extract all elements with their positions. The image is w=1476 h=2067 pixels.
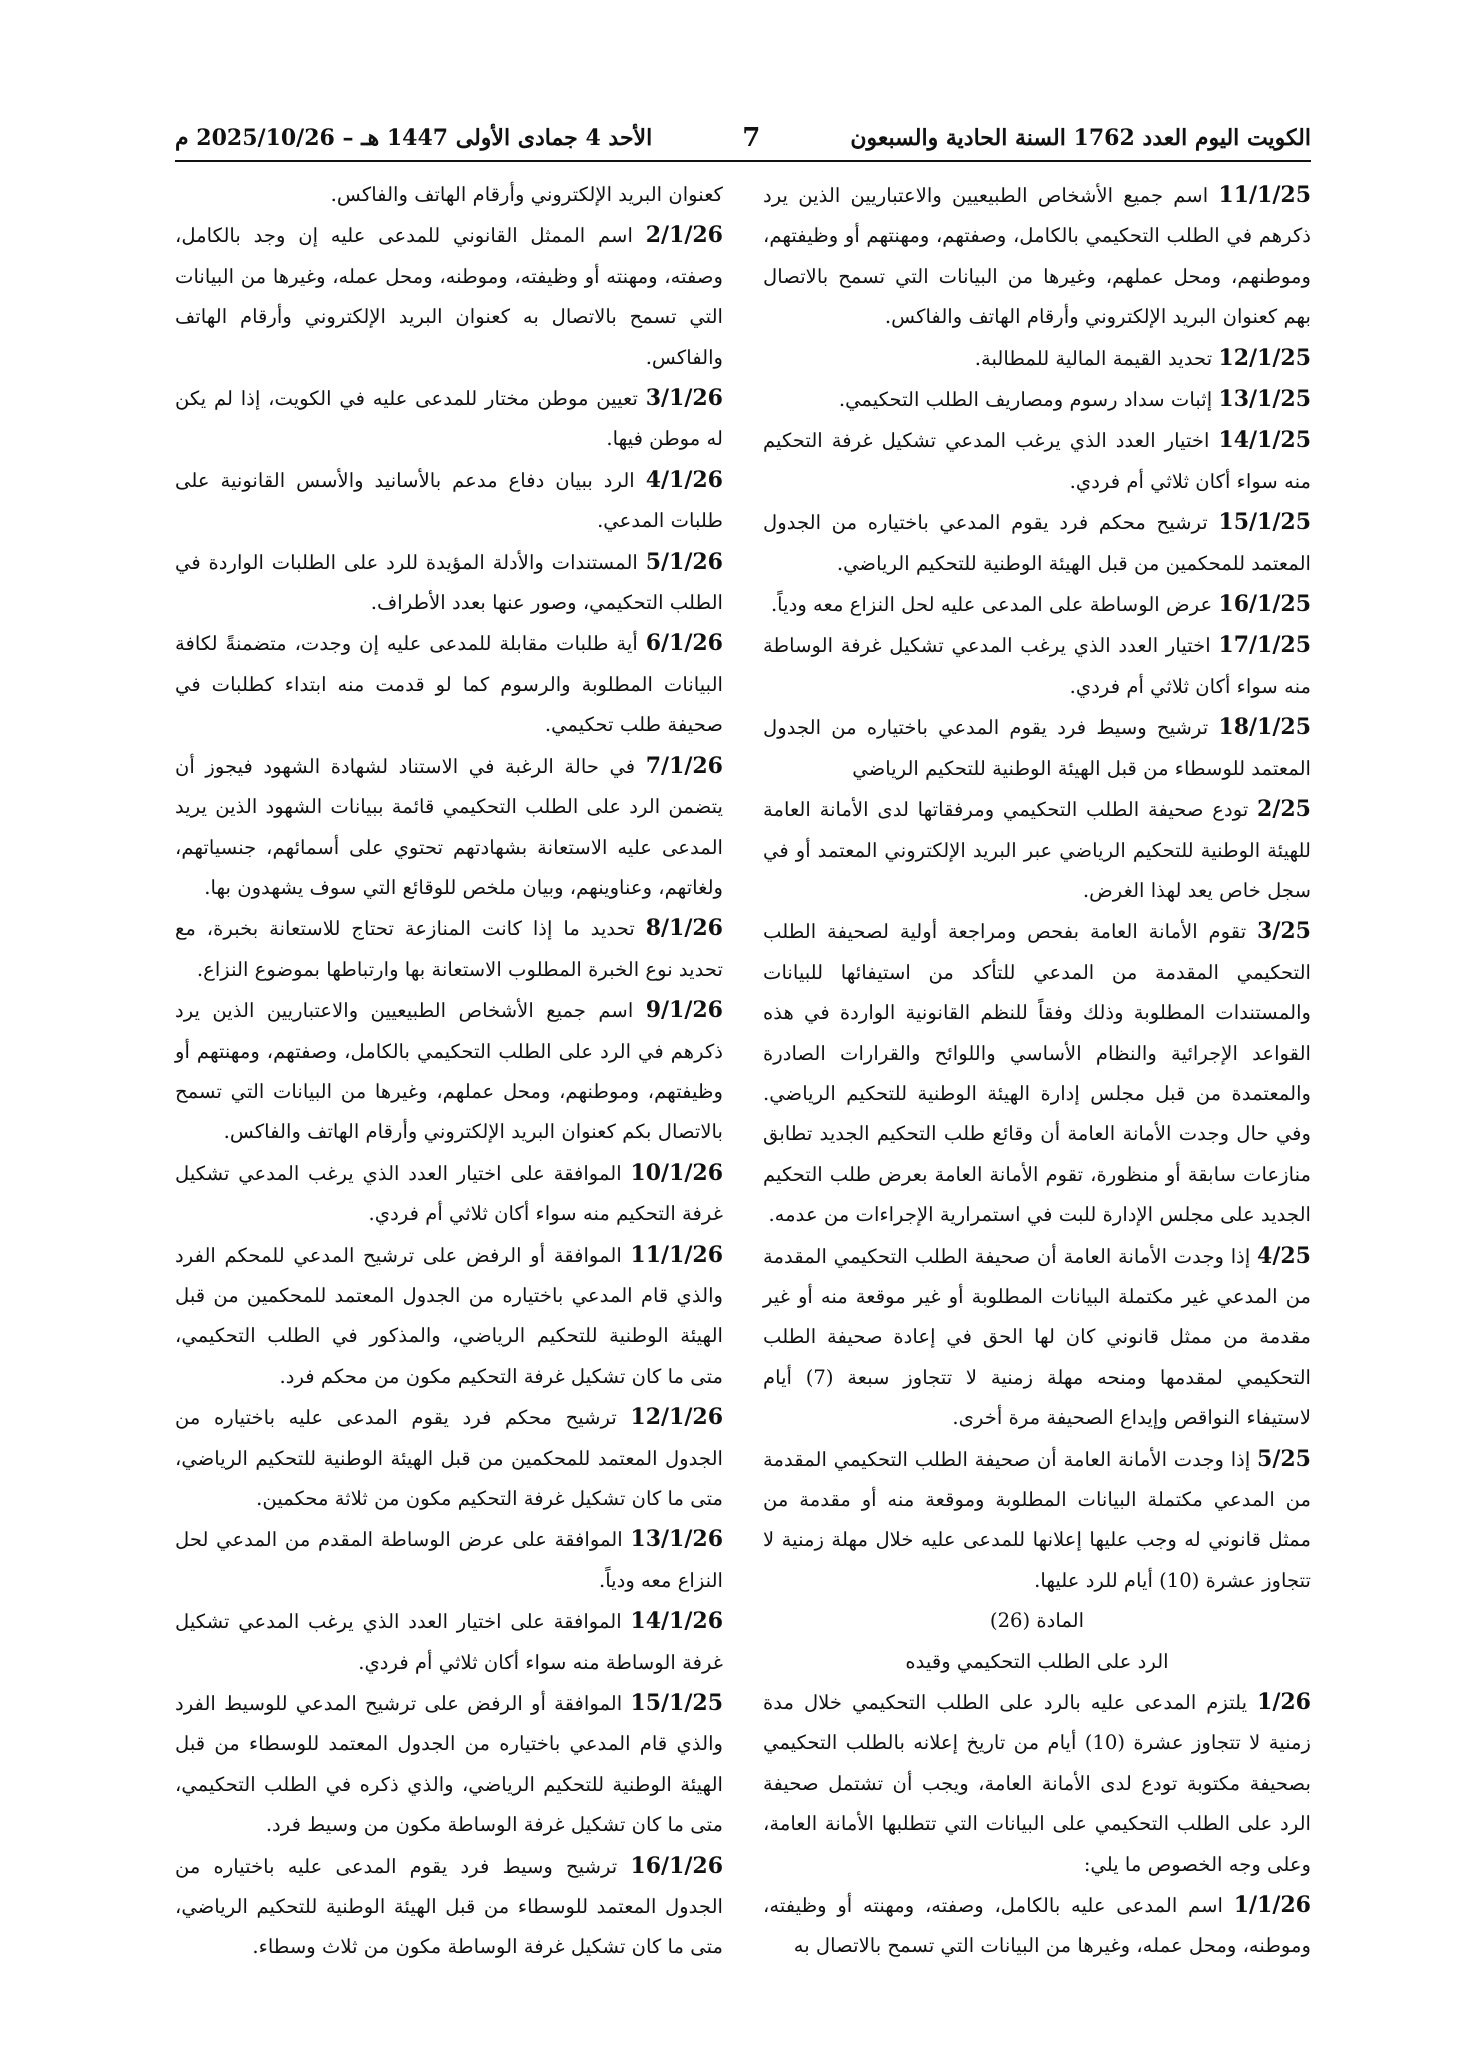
clause-number: 1/26 <box>1257 1689 1311 1716</box>
clause-text: اختيار العدد الذي يرغب المدعي تشكيل غرفة التحكيم منه سواء أكان ثلاثي أم فردي. <box>763 429 1311 493</box>
clause-text: الموافقة على اختيار العدد الذي يرغب المدعي تشكيل غرفة الوساطة منه سواء أكان ثلاثي أم فردي. <box>175 1610 723 1674</box>
clause-text: ترشيح وسيط فرد يقوم المدعي باختياره من الجدول المعتمد للوسطاء من قبل الهيئة الوطنية للتحكيم الرياضي <box>763 716 1311 780</box>
page-header <box>175 118 1311 158</box>
clause-number: 16/1/26 <box>630 1852 723 1879</box>
clause-text: تعيين موطن مختار للمدعى عليه في الكويت، إذا لم يكن له موطن فيها. <box>175 387 723 451</box>
clause-text: المستندات والأدلة المؤيدة للرد على الطلبات الواردة في الطلب التحكيمي، وصور عنها بعدد الأطراف. <box>175 550 723 615</box>
clause-paragraph <box>763 338 1311 379</box>
clause-paragraph <box>175 1601 723 1683</box>
clause-number: 11/1/25 <box>1218 182 1311 208</box>
clause-number: 17/1/25 <box>1218 632 1311 659</box>
clause-text: إثبات سداد رسوم ومصاريف الطلب التحكيمي. <box>838 388 1219 412</box>
page-number: 7 <box>742 123 761 153</box>
clause-number: 14/1/25 <box>1218 427 1311 454</box>
clause-paragraph <box>175 1153 723 1235</box>
article-heading: المادة (26) <box>989 1609 1085 1633</box>
clause-text: إذا وجدت الأمانة العامة أن صحيفة الطلب التحكيمي المقدمة من المدعي غير مكتملة البيانات المطلوبة أو غير موقعة منه أو غير مقدمة من ممثل قانوني كان لها الحق في إعادة صحيفة الطلب التحكيمي لمقدمها ومنحه مهلة زمنية لا تتجاوز سبعة (7) أيام لاستيفاء النواقص وإيداع الصحيفة مرة أخرى. <box>763 1244 1311 1430</box>
clause-paragraph <box>175 990 723 1153</box>
clause-text: الموافقة على اختيار العدد الذي يرغب المدعي تشكيل غرفة التحكيم منه سواء أكان ثلاثي أم فردي. <box>175 1161 723 1226</box>
clause-number: 13/1/25 <box>1218 386 1311 413</box>
clause-number: 9/1/26 <box>645 997 723 1024</box>
clause-number: 6/1/26 <box>645 630 723 657</box>
clause-text: في حالة الرغبة في الاستناد لشهادة الشهود فيجوز أن يتضمن الرد على الطلب التحكيمي قائمة ببيانات الشهود الذين يريد المدعى عليه الاستعانة بشهادتهم تحتوي على أسمائهم، جنسياتهم، ولغاتهم، وعناوينهم، وبيان ملخص للوقائع التي سوف يشهدون بها. <box>175 754 723 899</box>
right-column <box>763 175 1311 1967</box>
left-column <box>175 175 723 1968</box>
clause-number: 2/1/26 <box>645 222 723 249</box>
clause-paragraph <box>175 1846 723 1968</box>
clause-text: الرد ببيان دفاع مدعم بالأسانيد والأسس القانونية على طلبات المدعي. <box>175 468 723 533</box>
clause-paragraph <box>175 908 723 990</box>
clause-text: عرض الوساطة على المدعى عليه لحل النزاع معه ودياً. <box>770 593 1219 617</box>
clause-paragraph <box>175 175 723 215</box>
clause-number: 4/1/26 <box>645 466 723 493</box>
clause-paragraph <box>763 911 1311 1235</box>
clause-number: 3/1/26 <box>645 385 723 412</box>
clause-text: الموافقة على عرض الوساطة المقدم من المدعي لحل النزاع معه ودياً. <box>175 1528 723 1592</box>
clause-paragraph <box>763 420 1311 502</box>
clause-paragraph <box>175 1397 723 1519</box>
clause-paragraph <box>763 1682 1311 1885</box>
clause-paragraph <box>763 707 1311 789</box>
clause-number: 5/1/26 <box>645 548 723 575</box>
clause-paragraph <box>175 1235 723 1398</box>
clause-text: الموافقة أو الرفض على ترشيح المدعي للوسيط الفرد والذي قام المدعي باختياره من الجدول المعتمد للوسطاء من قبل الهيئة الوطنية للتحكيم الرياضي، والذي ذكره في الطلب التحكيمي، متى ما كان تشكيل غرفة الوساطة مكون من وسيط فرد. <box>175 1692 723 1837</box>
clause-number: 16/1/25 <box>1218 591 1311 618</box>
clause-paragraph <box>175 542 723 624</box>
clause-text: اسم المدعى عليه بالكامل، وصفته، ومهنته أو وظيفته، وموطنه، ومحل عمله، وغيرها من البيانات التي تسمح بالاتصال به <box>763 1894 1311 1958</box>
clause-number: 12/1/25 <box>1218 344 1311 371</box>
header-publication: الكويت اليوم العدد 1762 السنة الحادية والسبعون <box>850 125 1311 151</box>
clause-text: ترشيح محكم فرد يقوم المدعى عليه باختياره من الجدول المعتمد للمحكمين من قبل الهيئة الوطنية للتحكيم الرياضي، متى ما كان تشكيل غرفة التحكيم مكون من ثلاثة محكمين. <box>175 1406 723 1510</box>
clause-text: إذا وجدت الأمانة العامة أن صحيفة الطلب التحكيمي المقدمة من المدعي مكتملة البيانات المطلوبة وموقعة منه أو مقدمة من ممثل قانوني له وجب عليها إعلانها للمدعى عليه خلال مهلة زمنية لا تتجاوز عشرة (10) أيام للرد عليها. <box>763 1447 1311 1592</box>
clause-text: اختيار العدد الذي يرغب المدعي تشكيل غرفة الوساطة منه سواء أكان ثلاثي أم فردي. <box>763 634 1311 698</box>
clause-number: 8/1/26 <box>645 915 723 942</box>
clause-text: ترشيح محكم فرد يقوم المدعي باختياره من الجدول المعتمد للمحكمين من قبل الهيئة الوطنية للتحكيم الرياضي. <box>763 511 1311 575</box>
clause-paragraph <box>763 379 1311 420</box>
clause-number: 18/1/25 <box>1218 714 1311 741</box>
clause-text: تودع صحيفة الطلب التحكيمي ومرفقاتها لدى الأمانة العامة للهيئة الوطنية للتحكيم الرياضي عبر البريد الإلكتروني المعتمد أو في سجل خاص يعد لهذا الغرض. <box>763 798 1311 902</box>
clause-number: 1/1/26 <box>1233 1892 1311 1919</box>
clause-number: 12/1/26 <box>630 1404 723 1431</box>
clause-number: 5/25 <box>1257 1445 1311 1472</box>
clause-number: 4/25 <box>1257 1242 1311 1269</box>
clause-text: تحديد ما إذا كانت المنازعة تحتاج للاستعانة بخبرة، مع تحديد نوع الخبرة المطلوب الاستعانة بها وارتباطها بموضوع النزاع. <box>175 917 723 981</box>
header-date: الأحد 4 جمادى الأولى 1447 هـ – 2025/10/26 م <box>175 125 653 151</box>
clause-paragraph <box>763 1236 1311 1439</box>
clause-paragraph <box>763 1885 1311 1967</box>
clause-text: أية طلبات مقابلة للمدعى عليه إن وجدت، متضمنةً لكافة البيانات المطلوبة والرسوم كما لو قدمت منه ابتداء كطلبات في صحيفة طلب تحكيمي. <box>175 632 723 737</box>
clause-number: 14/1/26 <box>630 1608 723 1635</box>
clause-number: 10/1/26 <box>630 1159 723 1186</box>
clause-paragraph <box>175 378 723 460</box>
clause-paragraph <box>763 175 1311 338</box>
clause-paragraph <box>763 789 1311 911</box>
clause-text: تحديد القيمة المالية للمطالبة. <box>974 346 1219 370</box>
header-rule <box>175 160 1311 162</box>
clause-text: ترشيح وسيط فرد يقوم المدعى عليه باختياره من الجدول المعتمد للوسطاء من قبل الهيئة الوطنية للتحكيم الرياضي، متى ما كان تشكيل غرفة الوساطة مكون من ثلاث وسطاء. <box>175 1854 723 1959</box>
clause-text: تقوم الأمانة العامة بفحص ومراجعة أولية لصحيفة الطلب التحكيمي المقدمة من المدعي للتأكد من استيفائها للبيانات والمستندات المطلوبة وذلك وفقاً للنظم القانونية الواردة في هذه القواعد الإجرائية والنظام الأساسي واللوائح والقرارات الصادرة والمعتمدة من قبل مجلس إدارة الهيئة الوطنية للتحكيم الرياضي. وفي حال وجدت الأمانة العامة أن وقائع طلب التحكيم الجديد تطابق منازعات سابقة أو منظورة، تقوم الأمانة العامة بعرض طلب التحكيم الجديد على مجلس الإدارة للبت في استمرارية الإجراءات من عدمه. <box>763 920 1311 1227</box>
clause-number: 2/25 <box>1257 796 1311 823</box>
clause-number: 15/1/25 <box>1218 509 1311 536</box>
clause-number: 7/1/26 <box>645 752 723 779</box>
clause-paragraph <box>175 460 723 542</box>
article-heading: الرد على الطلب التحكيمي وقيده <box>905 1649 1169 1673</box>
clause-paragraph <box>175 746 723 909</box>
clause-number: 13/1/26 <box>630 1526 723 1553</box>
clause-paragraph <box>175 1683 723 1846</box>
clause-number: 11/1/26 <box>630 1241 723 1268</box>
clause-paragraph <box>175 1519 723 1601</box>
clause-paragraph <box>763 502 1311 584</box>
clause-text: اسم الممثل القانوني للمدعى عليه إن وجد بالكامل، وصفته، ومهنته أو وظيفته، وموطنه، ومحل عمله، وغيرها من البيانات التي تسمح بالاتصال به كعنوان البريد الإلكتروني وأرقام الهاتف والفاكس. <box>175 224 723 369</box>
clause-paragraph <box>175 215 723 378</box>
clause-text: الموافقة أو الرفض على ترشيح المدعي للمحكم الفرد والذي قام المدعي باختياره من الجدول المعتمد للمحكمين من قبل الهيئة الوطنية للتحكيم الرياضي، والمذكور في الطلب التحكيمي، متى ما كان تشكيل غرفة التحكيم مكون من محكم فرد. <box>175 1243 723 1388</box>
clause-number: 15/1/25 <box>630 1690 723 1717</box>
clause-text: كعنوان البريد الإلكتروني وأرقام الهاتف والفاكس. <box>330 183 723 206</box>
clause-paragraph <box>763 1439 1311 1602</box>
clause-number: 3/25 <box>1257 918 1311 945</box>
clause-paragraph <box>175 623 723 745</box>
clause-text: يلتزم المدعى عليه بالرد على الطلب التحكيمي خلال مدة زمنية لا تتجاوز عشرة (10) أيام من تاريخ إعلانه بالطلب التحكيمي بصحيفة مكتوبة تودع لدى الأمانة العامة، ويجب أن تشتمل صحيفة الرد على الطلب التحكيمي على البيانات التي تتطلبها الأمانة العامة، وعلى وجه الخصوص ما يلي: <box>763 1691 1311 1876</box>
clause-text: اسم جميع الأشخاص الطبيعيين والاعتباريين الذين يرد ذكرهم في الرد على الطلب التحكيمي بالكامل، وصفتهم، ومهنتهم أو وظيفتهم، وموطنهم، ومحل عملهم، وغيرها من البيانات التي تسمح بالاتصال بكم كعنوان البريد الإلكتروني وأرقام الهاتف والفاكس. <box>175 999 723 1144</box>
clause-text: اسم جميع الأشخاص الطبيعيين والاعتباريين الذين يرد ذكرهم في الطلب التحكيمي بالكامل، وصفتهم، ومهنتهم أو وظيفتهم، وموطنهم، ومحل عملهم، وغيرها من البيانات التي تسمح بالاتصال بهم كعنوان البريد الإلكتروني وأرقام الهاتف والفاكس. <box>763 184 1311 329</box>
clause-paragraph <box>763 584 1311 625</box>
clause-paragraph <box>763 625 1311 707</box>
